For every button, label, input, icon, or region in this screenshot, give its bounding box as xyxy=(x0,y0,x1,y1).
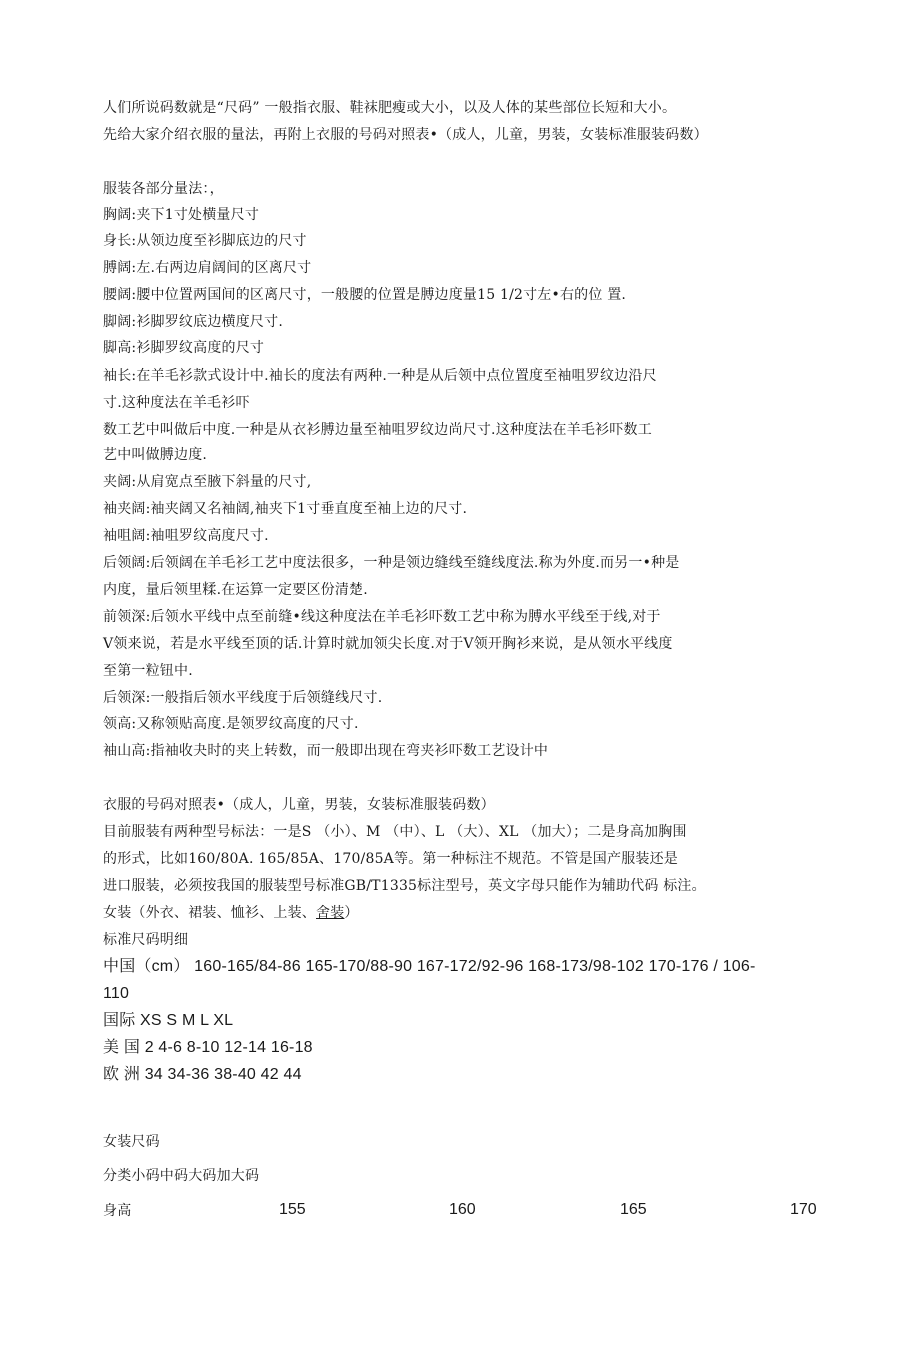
women-table-cell: 155 xyxy=(279,1201,306,1218)
measure-line: V领来说，若是水平线至顶的话.计算时就加领尖长度.对于V领开胸衫来说，是从领水平线度 xyxy=(103,636,673,652)
intro-line-1: 人们所说码数就是“尺码” 一般指衣服、鞋袜肥瘦或大小，以及人体的某些部位长短和大小。 xyxy=(103,100,677,116)
measure-line: 袖长:在羊毛衫款式设计中.袖长的度法有两种.一种是从后领中点位置度至袖咀罗纹边沿尺 xyxy=(103,368,657,384)
women-category-underlined: 舍装 xyxy=(316,905,345,921)
size-section-line: 进口服装，必须按我国的服装型号标准GB/T1335标注型号，英文字母只能作为辅助代码 标注。 xyxy=(103,878,706,894)
women-category-prefix: 女装（外衣、裙装、恤衫、上装、 xyxy=(103,905,316,921)
measure-line: 胸阔:夹下1寸处横量尺寸 xyxy=(103,207,260,223)
china-size-line-1: 中国（cm） 160-165/84-86 165-170/88-90 167-172/92-96 168-173/98-102 170-176 / 106- xyxy=(103,958,756,975)
intro-line-2: 先给大家介绍衣服的量法，再附上衣服的号码对照表•（成人，儿童，男装，女装标准服装码数） xyxy=(103,127,708,143)
measure-line: 脚阔:衫脚罗纹底边横度尺寸. xyxy=(103,314,283,330)
measure-line: 至第一粒钮中. xyxy=(103,663,193,679)
measure-line: 袖咀阔:袖咀罗纹高度尺寸. xyxy=(103,528,269,544)
measure-line: 腰阔:腰中位置两国间的区离尺寸，一般腰的位置是膊边度量15 1/2寸左•右的位 置. xyxy=(103,287,627,303)
women-table-cell: 170 xyxy=(790,1201,817,1218)
measure-line: 脚高:衫脚罗纹高度的尺寸 xyxy=(103,340,265,356)
size-section-heading: 衣服的号码对照表•（成人，儿童，男装，女装标准服装码数） xyxy=(103,797,495,813)
china-size-line-2: 110 xyxy=(103,985,130,1002)
measure-line: 后领阔:后领阔在羊毛衫工艺中度法很多，一种是领边缝线至缝线度法.称为外度.而另一•种是 xyxy=(103,555,680,571)
measure-line: 数工艺中叫做后中度.一种是从衣衫膊边量至袖咀罗纹边尚尺寸.这种度法在羊毛衫吓数工 xyxy=(103,422,652,438)
women-table-cell: 160 xyxy=(449,1201,476,1218)
measure-line: 领高:又称领贴高度.是领罗纹高度的尺寸. xyxy=(103,716,359,732)
measure-line: 身长:从领边度至衫脚底边的尺寸 xyxy=(103,233,307,249)
measure-line: 夹阔:从肩宽点至腋下斜量的尺寸, xyxy=(103,474,312,490)
measure-line: 袖山高:指袖收夬时的夹上转数，而一般即出现在弯夹衫吓数工艺设计中 xyxy=(103,743,549,759)
women-category-line xyxy=(103,904,359,922)
measure-line: 后领深:一般指后领水平线度于后领缝线尺寸. xyxy=(103,690,383,706)
measure-line: 膊阔:左.右两边肩阔间的区离尺寸 xyxy=(103,260,312,276)
measure-heading: 服装各部分量法：， xyxy=(103,181,224,197)
women-table-header: 分类小码中码大码加大码 xyxy=(103,1168,260,1184)
size-section-line: 目前服装有两种型号标法：一是S （小）、M （中）、L （大）、XL （加大）；二是身高加胸围 xyxy=(103,824,687,840)
women-table-cell: 165 xyxy=(620,1201,647,1218)
measure-line: 内度，量后领里糅.在运算一定要区份清楚. xyxy=(103,582,368,598)
measure-line: 寸.这种度法在羊毛衫吓 xyxy=(103,395,250,411)
measure-line: 艺中叫做膊边度. xyxy=(103,447,208,463)
size-section-line: 的形式，比如160/80A. 165/85A、170/85A等。第一种标注不规范。不管是国产服装还是 xyxy=(103,851,678,867)
size-detail-heading: 标准尺码明细 xyxy=(103,932,189,948)
intl-size-line: 国际 XS S M L XL xyxy=(103,1012,234,1029)
measure-line: 前领深:后领水平线中点至前缝•线这种度法在羊毛衫吓数工艺中称为膊水平线至于线,对于 xyxy=(103,609,661,625)
measure-line: 袖夹阔:袖夹阔又名袖阔,袖夹下1寸垂直度至袖上边的尺寸. xyxy=(103,501,468,517)
women-table-title: 女装尺码 xyxy=(103,1134,160,1150)
us-size-line: 美 国 2 4-6 8-10 12-14 16-18 xyxy=(103,1039,313,1056)
women-table-row-label: 身高 xyxy=(103,1203,132,1219)
women-category-suffix: ） xyxy=(344,905,359,921)
eu-size-line: 欧 洲 34 34-36 38-40 42 44 xyxy=(103,1066,302,1083)
